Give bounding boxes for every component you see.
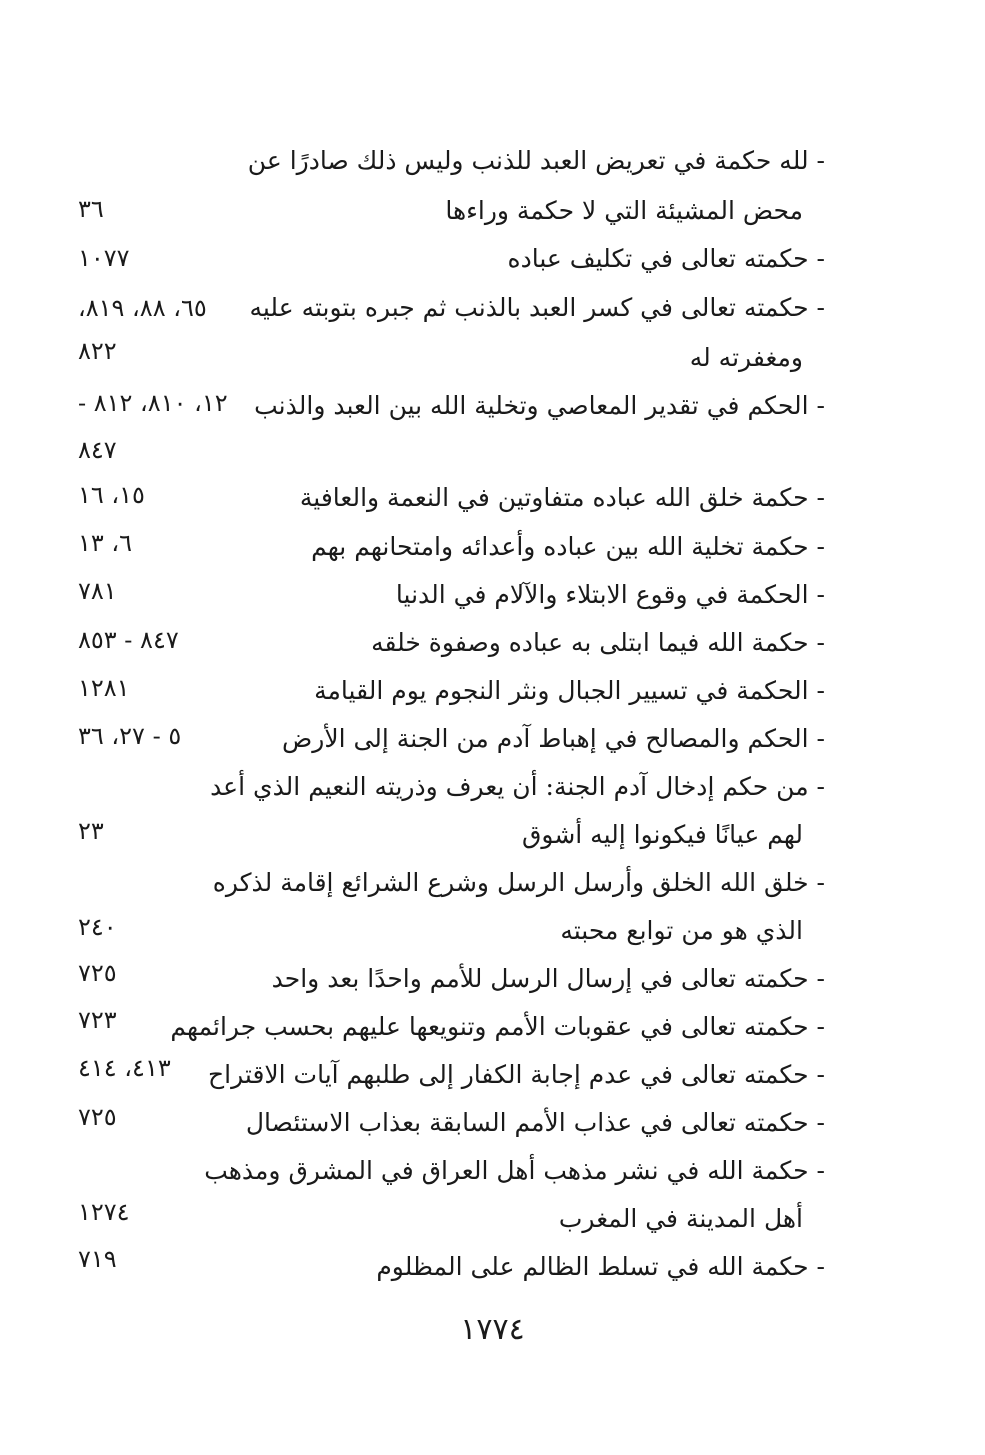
entry-topic: - حكمته تعالى في عقوبات الأمم وتنويعها عليهم بحسب جرائمهم — [170, 1012, 825, 1041]
entry-page-refs: ٥ - ٢٧، ٣٦ — [78, 722, 182, 750]
entry-topic: - الحكمة في وقوع الابتلاء والآلام في الدنيا — [395, 580, 825, 609]
entry-page-refs: ١٢٧٤ — [78, 1198, 130, 1226]
entry-page-refs: ٤١٣، ٤١٤ — [78, 1054, 171, 1082]
entry-page-refs: ٧٢٥ — [78, 959, 117, 987]
entry-topic: - حكمة الله في نشر مذهب أهل العراق في المشرق ومذهب — [204, 1156, 825, 1185]
entry-page-refs: ٧٨١ — [78, 577, 117, 605]
page-number: ١٧٧٤ — [460, 1312, 525, 1347]
entry-topic: - حكمته تعالى في تكليف عباده — [507, 244, 825, 273]
entry-topic: - لله حكمة في تعريض العبد للذنب وليس ذلك صادرًا عن — [247, 146, 825, 175]
entry-page-refs: ٧٢٣ — [78, 1006, 117, 1034]
entry-topic-continuation: ومغفرته له — [689, 343, 803, 372]
entry-topic: - حكمة الله في تسلط الظالم على المظلوم — [376, 1252, 825, 1281]
entry-page-refs: ٣٦ — [78, 195, 104, 223]
entry-page-refs: ٢٣ — [78, 817, 104, 845]
entry-topic-continuation: الذي هو من توابع محبته — [560, 916, 803, 945]
entry-topic-continuation: محض المشيئة التي لا حكمة وراءها — [445, 196, 803, 225]
entry-topic: - حكمة خلق الله عباده متفاوتين في النعمة والعافية — [299, 483, 825, 512]
entry-page-refs: ٨٤٧ — [78, 436, 117, 464]
entry-page-refs: ١٥، ١٦ — [78, 481, 145, 509]
entry-topic: - الحكم في تقدير المعاصي وتخلية الله بين العبد والذنب — [254, 391, 825, 420]
entry-topic: - الحكم والمصالح في إهباط آدم من الجنة إلى الأرض — [282, 724, 825, 753]
entry-topic: - حكمته تعالى في عذاب الأمم السابقة بعذاب الاستئصال — [245, 1108, 825, 1137]
entry-topic: - من حكم إدخال آدم الجنة: أن يعرف وذريته النعيم الذي أعد — [210, 772, 825, 801]
entry-page-refs: ١٢٨١ — [78, 674, 130, 702]
entry-page-refs: ٨٢٢ — [78, 337, 117, 365]
entry-page-refs: ٧٢٥ — [78, 1103, 117, 1131]
entry-page-refs: ٢٤٠ — [78, 913, 117, 941]
entry-topic: - حكمة الله فيما ابتلى به عباده وصفوة خلقه — [371, 628, 825, 657]
entry-page-refs: ١٢، ٨١٠، ٨١٢ - — [78, 389, 228, 417]
entry-topic-continuation: لهم عيانًا فيكونوا إليه أشوق — [522, 820, 803, 849]
entry-page-refs: ٨٤٧ - ٨٥٣ — [78, 626, 179, 654]
entry-page-refs: ١٠٧٧ — [78, 244, 130, 272]
entry-page-refs: ٦٥، ٨٨، ٨١٩، — [78, 294, 207, 322]
entry-topic: - خلق الله الخلق وأرسل الرسل وشرع الشرائع إقامة لذكره — [212, 868, 825, 897]
entry-topic-continuation: أهل المدينة في المغرب — [558, 1204, 803, 1233]
entry-topic: - حكمته تعالى في عدم إجابة الكفار إلى طلبهم آيات الاقتراح — [208, 1060, 825, 1089]
entry-topic: - حكمته تعالى في كسر العبد بالذنب ثم جبره بتوبته عليه — [249, 293, 825, 322]
entry-page-refs: ٧١٩ — [78, 1245, 117, 1273]
entry-topic: - الحكمة في تسيير الجبال ونثر النجوم يوم القيامة — [314, 676, 825, 705]
entry-topic: - حكمته تعالى في إرسال الرسل للأمم واحدًا بعد واحد — [271, 964, 825, 993]
entry-topic: - حكمة تخلية الله بين عباده وأعدائه وامتحانهم بهم — [311, 532, 825, 561]
entry-page-refs: ٦، ١٣ — [78, 529, 133, 557]
